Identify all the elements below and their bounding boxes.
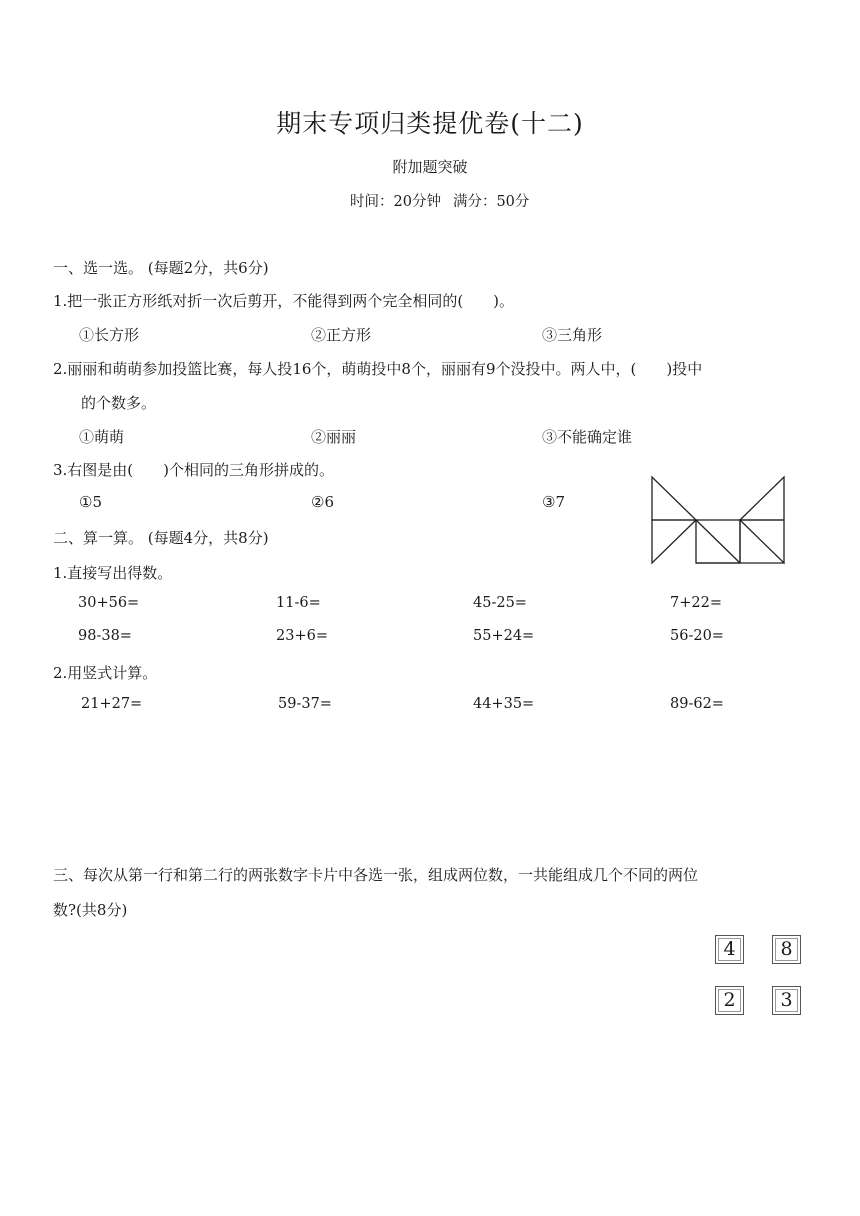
question-1-3: 3.右图是由( )个相同的三角形拼成的。 [53, 461, 335, 479]
vertical-calc-item: 89-62= [670, 696, 724, 712]
calc-item: 56-20= [670, 628, 724, 644]
q1-3-option-2: ②6 [311, 493, 334, 511]
calc-item: 11-6= [276, 595, 321, 611]
q1-1-option-3: ③三角形 [542, 326, 603, 344]
section-1-heading: 一、选一选。 (每题2分，共6分) [53, 259, 269, 277]
calc-item: 23+6= [276, 628, 328, 644]
q1-2-option-3: ③不能确定谁 [542, 428, 633, 446]
section-3-line-2: 数?(共8分) [53, 901, 128, 919]
question-1-2-line-2: 的个数多。 [81, 394, 157, 412]
triangle-tiling-figure-icon [645, 470, 791, 570]
digit-card: 3 [772, 986, 801, 1015]
time-limit: 时间：20分钟 [350, 194, 441, 210]
calc-item: 45-25= [473, 595, 527, 611]
calc-item: 55+24= [473, 628, 535, 644]
question-1-1: 1.把一张正方形纸对折一次后剪开，不能得到两个完全相同的( )。 [53, 292, 515, 310]
vertical-calc-item: 21+27= [81, 696, 143, 712]
exam-meta [350, 190, 541, 211]
q1-3-option-3: ③7 [542, 493, 565, 511]
full-score: 满分：50分 [452, 194, 530, 210]
q1-2-option-2: ②丽丽 [311, 428, 357, 446]
q1-1-option-1: ①长方形 [79, 326, 140, 344]
calc-item: 98-38= [78, 628, 132, 644]
digit-card: 2 [715, 986, 744, 1015]
digit-card: 8 [772, 935, 801, 964]
q1-2-option-1: ①萌萌 [79, 428, 125, 446]
section-2-heading: 二、算一算。 (每题4分，共8分) [53, 529, 269, 547]
page-subtitle: 附加题突破 [392, 158, 468, 176]
vertical-calc-item: 59-37= [278, 696, 332, 712]
calc-item: 7+22= [670, 595, 722, 611]
section-3-line-1: 三、每次从第一行和第二行的两张数字卡片中各选一张，组成两位数，一共能组成几个不同的两位 [53, 866, 699, 884]
calc-item: 30+56= [78, 595, 140, 611]
digit-card: 4 [715, 935, 744, 964]
vertical-calc-item: 44+35= [473, 696, 535, 712]
question-2-1: 1.直接写出得数。 [53, 564, 173, 582]
question-2-2: 2.用竖式计算。 [53, 664, 158, 682]
q1-1-option-2: ②正方形 [311, 326, 372, 344]
q1-3-option-1: ①5 [79, 493, 102, 511]
page-title: 期末专项归类提优卷(十二) [276, 109, 584, 138]
question-1-2-line-1: 2.丽丽和萌萌参加投篮比赛，每人投16个，萌萌投中8个，丽丽有9个没投中。两人中，( )投中 [53, 360, 703, 378]
